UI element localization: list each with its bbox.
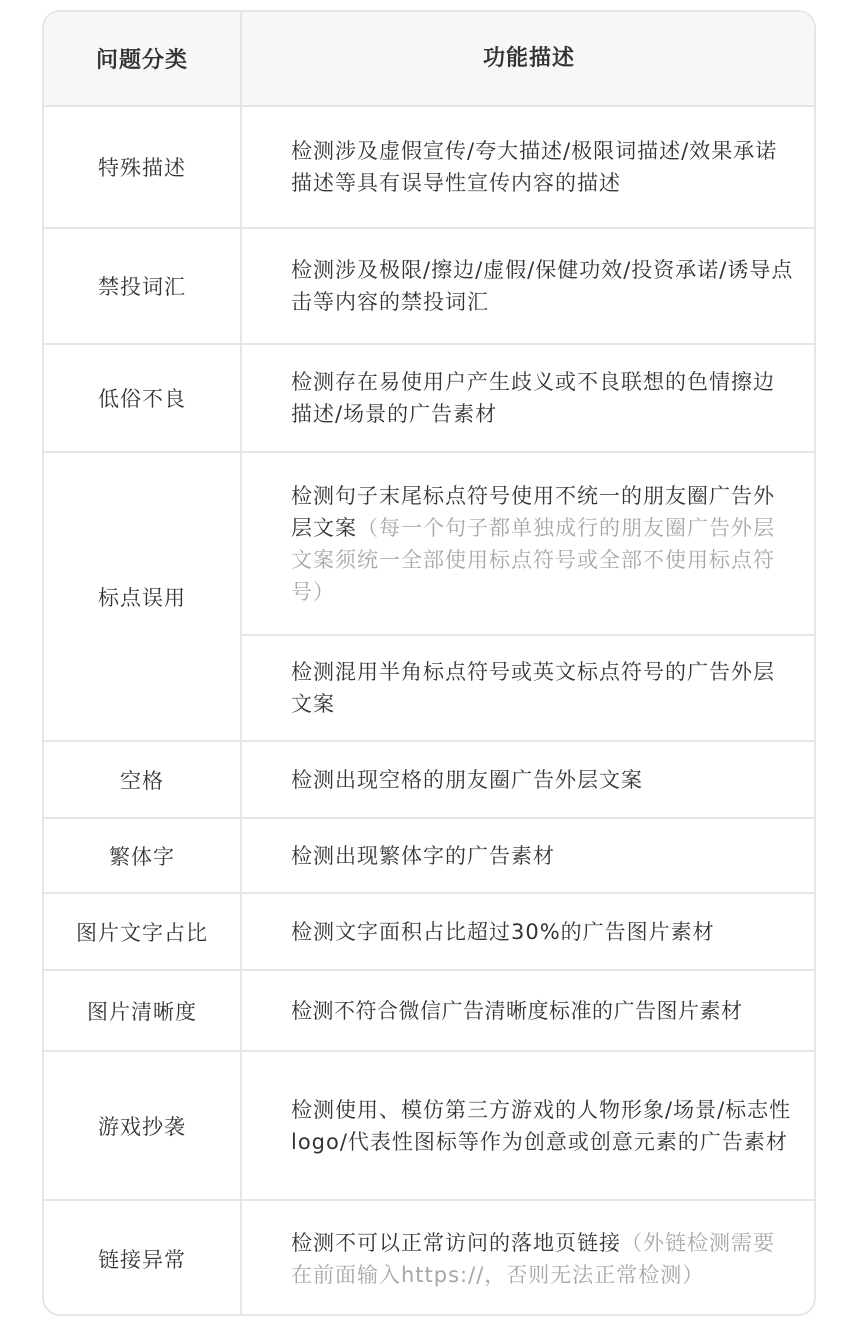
row-category: 链接异常 <box>98 1247 186 1272</box>
description-text: 检测存在易使用户产生歧义或不良联想的色情擦边描述/场景的广告素材 <box>291 370 775 426</box>
row-category: 图片清晰度 <box>87 999 197 1024</box>
row-category: 特殊描述 <box>98 156 186 180</box>
row-category: 图片文字占比 <box>76 920 208 945</box>
description-text: 检测出现繁体字的广告素材 <box>291 843 555 868</box>
description-text: 检测涉及虚假宣传/夸大描述/极限词描述/效果承诺描述等具有误导性宣传内容的描述 <box>291 139 778 195</box>
description-note: （每一个句子都单独成行的朋友圈广告外层文案须统一全部使用标点符号或全部不使用标点符号） <box>291 515 775 604</box>
row-description <box>242 819 816 892</box>
header-description: 功能描述 <box>482 45 575 71</box>
row-description <box>242 345 816 451</box>
row-category: 空格 <box>120 768 164 793</box>
row-description <box>242 971 816 1050</box>
row-category: 标点误用 <box>98 585 186 610</box>
description-note: （外链检测需要在前面输入https://，否则无法正常检测） <box>291 1230 775 1287</box>
row-description <box>242 453 816 634</box>
description-text: 检测不可以正常访问的落地页链接 <box>291 1230 621 1255</box>
description-text: 检测不符合微信广告清晰度标准的广告图片素材 <box>291 998 743 1023</box>
description-text: 检测文字面积占比超过30%的广告图片素材 <box>291 919 715 944</box>
description-text: 检测混用半角标点符号或英文标点符号的广告外层文案 <box>291 660 775 716</box>
description-text: 检测使用、模仿第三方游戏的人物形象/场景/标志性logo/代表性图标等作为创意或创意元素的广告素材 <box>291 1097 792 1154</box>
feature-table <box>42 10 816 1316</box>
row-description <box>242 894 816 969</box>
description-text: 检测句子末尾标点符号使用不统一的朋友圈广告外层文案 <box>291 483 775 540</box>
row-description <box>242 107 816 227</box>
row-category: 游戏抄袭 <box>98 1114 186 1139</box>
description-text: 检测涉及极限/擦边/虚假/保健功效/投资承诺/诱导点击等内容的禁投词汇 <box>291 258 794 314</box>
header-category: 问题分类 <box>95 48 188 73</box>
row-description <box>242 636 816 740</box>
row-description <box>242 1201 816 1316</box>
row-category: 禁投词汇 <box>98 275 186 299</box>
row-description <box>242 742 816 817</box>
row-description <box>242 229 816 343</box>
description-text: 检测出现空格的朋友圈广告外层文案 <box>291 767 643 792</box>
row-category: 低俗不良 <box>98 387 186 411</box>
row-category: 繁体字 <box>109 844 175 869</box>
row-description <box>242 1052 816 1199</box>
